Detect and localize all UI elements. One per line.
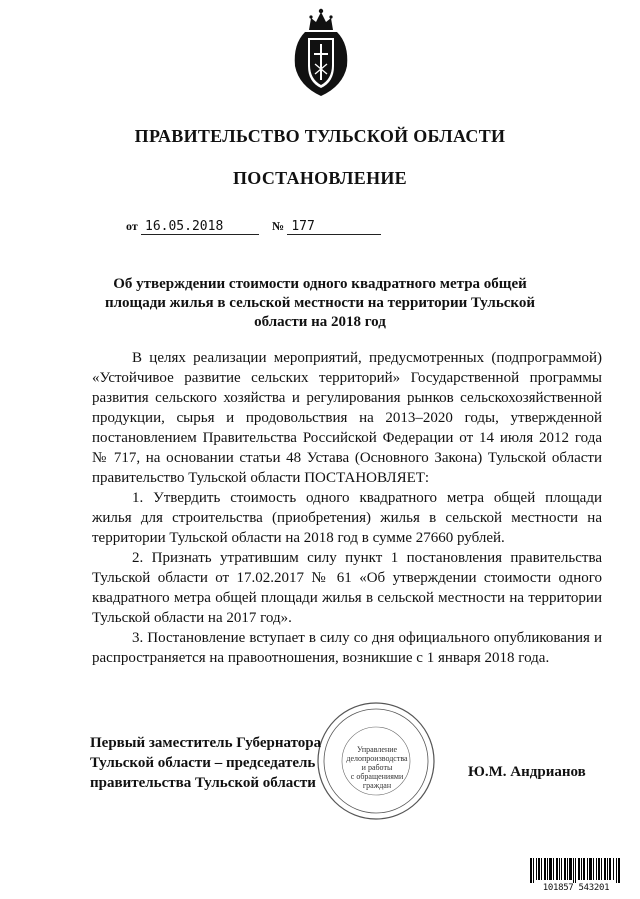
position-line: Первый заместитель Губернатора <box>90 735 322 751</box>
stamp-line: Управление <box>356 745 398 754</box>
date-label: от <box>126 219 138 233</box>
position-line: правительства Тульской области <box>90 775 316 791</box>
clause-paragraph: 1. Утвердить стоимость одного квадратного метра общей площади жилья для строительства (приобретения) жилья в сельской местности на территории Тульской области на 2018 год в сумме 27660 рублей. <box>92 490 602 546</box>
clause-paragraph: 3. Постановление вступает в силу со дня официального опубликования и распространяется на правоотношения, возникшие с 1 января 2018 года. <box>92 630 602 666</box>
date-value: 16.05.2018 <box>141 219 259 235</box>
document-title: Об утверждении стоимости одного квадратного метра общей площади жилья в сельской местности на территории Тульской области на 2018 год <box>104 276 536 330</box>
stamp-line: граждан <box>362 781 392 790</box>
coat-of-arms-emblem <box>289 4 353 100</box>
clause-paragraph: 2. Признать утратившим силу пункт 1 постановления правительства Тульской области от 17.02.2017 № 61 «Об утверждении стоимости одного квадратного метра общей площади жилья в сельской местности на территории Тульской области на 2017 год». <box>92 550 602 626</box>
preamble-paragraph: В целях реализации мероприятий, предусмотренных (подпрограммой) «Устойчивое развитие сельских территорий» Государственной программы развития сельского хозяйства и регулирования рынков сельскохозяйственной продукции, сырья и продовольствия на 2013–2020 годы, утвержденной постановлением Правительства Российской Федерации от 14 июля 2012 года № 717, на основании статьи 48 Устава (Основного Закона) Тульской области правительство Тульской области ПОСТАНОВЛЯЕТ: <box>92 350 602 486</box>
signatory-position <box>90 733 321 793</box>
stamp-text <box>342 745 412 790</box>
stamp-line: и работы <box>361 763 393 772</box>
barcode-number: 101857 543201 <box>530 883 622 894</box>
document-body <box>92 348 602 668</box>
stamp-line: с обращениями <box>350 772 404 781</box>
registration-line <box>126 218 381 235</box>
number-label: № <box>272 219 285 233</box>
signatory-name: Ю.М. Андрианов <box>468 764 586 780</box>
stamp-line: делопроизводства <box>346 754 408 763</box>
number-value: 177 <box>287 219 381 235</box>
government-name: ПРАВИТЕЛЬСТВО ТУЛЬСКОЙ ОБЛАСТИ <box>134 126 506 146</box>
document-type: ПОСТАНОВЛЕНИЕ <box>233 168 407 188</box>
position-line: Тульской области – председатель <box>90 755 316 771</box>
